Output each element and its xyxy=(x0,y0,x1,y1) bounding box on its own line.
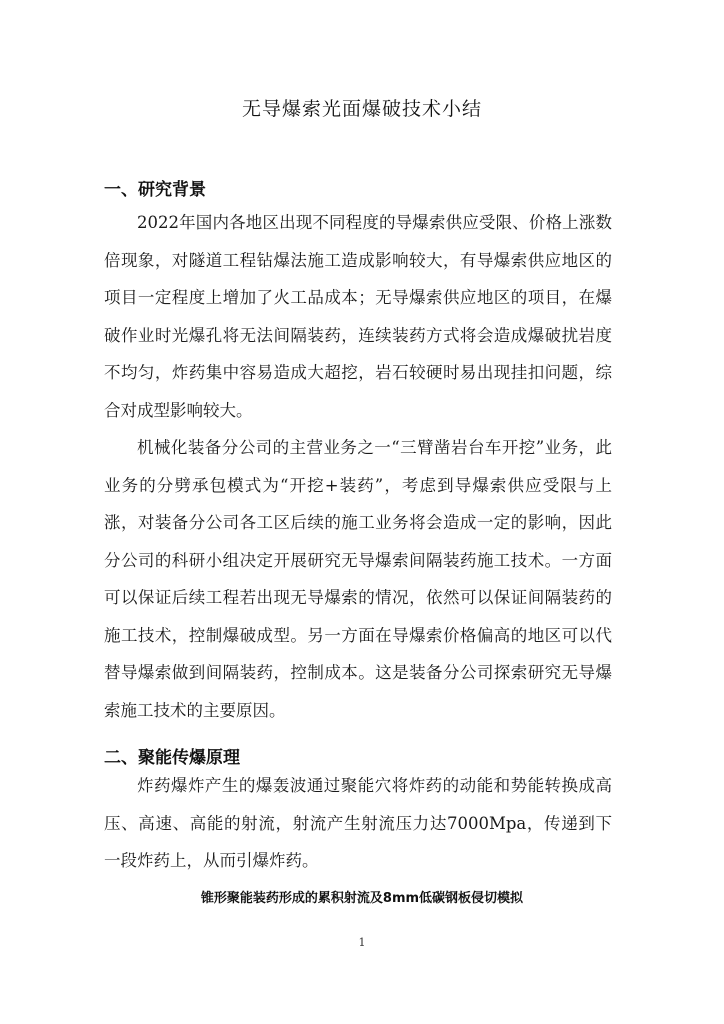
page-number: 1 xyxy=(358,936,366,949)
paragraph-background-2: 机械化装备分公司的主营业务之一“三臂凿岩台车开挖”业务，此业务的分劈承包模式为“开挖+装药”，考虑到导爆索供应受限与上涨，对装备分公司各工区后续的施工业务将会造成一定的影响，因此分公司的科研小组决定开展研究无导爆索间隔装药施工技术。一方面可以保证后续工程若出现无导爆索的情况，依然可以保证间隔装药的施工技术，控制爆破成型。另一方面在导爆索价格偏高的地区可以代替导爆索做到间隔装药，控制成本。这是装备分公司探索研究无导爆索施工技术的主要原因。 xyxy=(104,438,612,720)
paragraph-principle-1: 炸药爆炸产生的爆轰波通过聚能穴将炸药的动能和势能转换成高压、高速、高能的射流，射流产生射流压力达7000Mpa，传递到下一段炸药上，从而引爆炸药。 xyxy=(104,776,612,870)
section-heading-principle: 二、聚能传爆原理 xyxy=(104,748,240,768)
document-title: 无导爆索光面爆破技术小结 xyxy=(241,98,482,120)
figure-caption: 锥形聚能装药形成的累积射流及8mm低碳钢板侵切模拟 xyxy=(200,891,524,906)
section-heading-background: 一、研究背景 xyxy=(104,180,206,200)
paragraph-background-1: 2022年国内各地区出现不同程度的导爆索供应受限、价格上涨数倍现象，对隧道工程钻爆法施工造成影响较大，有导爆索供应地区的项目一定程度上增加了火工品成本；无导爆索供应地区的项目，在爆破作业时光爆孔将无法间隔装药，连续装药方式将会造成爆破扰岩度不均匀，炸药集中容易造成大超挖，岩石较硬时易出现挂扣问题，综合对成型影响较大。 xyxy=(104,213,612,420)
